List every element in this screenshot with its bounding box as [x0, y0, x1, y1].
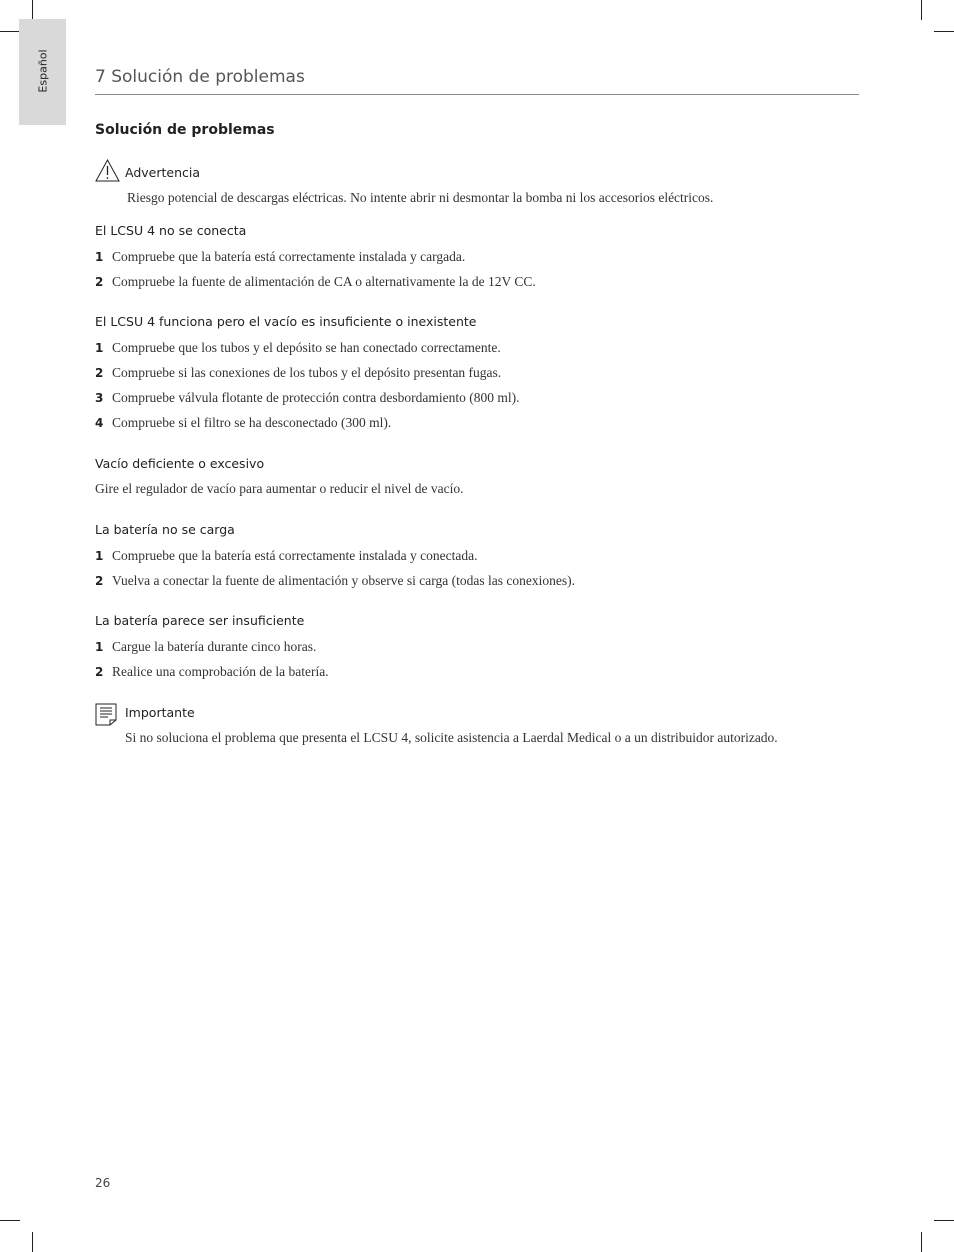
item-text: Cargue la batería durante cinco horas. — [112, 639, 317, 654]
group-paragraph: Gire el regulador de vacío para aumentar o reducir el nivel de vacío. — [95, 481, 464, 496]
item-text: Realice una comprobación de la batería. — [112, 664, 329, 679]
section-title: Solución de problemas — [95, 122, 275, 138]
item-number: 4 — [95, 416, 104, 430]
item-number: 2 — [95, 574, 104, 588]
item-text: Compruebe que la batería está correctamente instalada y conectada. — [112, 548, 478, 563]
crop-mark — [32, 0, 33, 20]
item-number: 2 — [95, 275, 104, 289]
item-number: 1 — [95, 640, 104, 654]
language-tab-label: Español — [36, 49, 49, 93]
item-number: 2 — [95, 366, 104, 380]
item-text: Vuelva a conectar la fuente de alimentación y observe si carga (todas las conexiones). — [112, 573, 575, 588]
important-label: Importante — [125, 705, 195, 720]
crop-mark — [934, 1220, 954, 1221]
important-text: Si no soluciona el problema que presenta el LCSU 4, solicite asistencia a Laerdal Medical o a un distribuidor autorizado. — [125, 730, 778, 745]
chapter-title: 7 Solución de problemas — [95, 67, 305, 87]
warning-triangle-icon — [95, 159, 120, 182]
crop-mark — [934, 31, 954, 32]
item-text: Compruebe válvula flotante de protección contra desbordamiento (800 ml). — [112, 390, 520, 405]
group-heading: Vacío deficiente o excesivo — [95, 456, 265, 471]
item-number: 1 — [95, 250, 104, 264]
item-text: Compruebe que la batería está correctamente instalada y cargada. — [112, 249, 466, 264]
list-item — [95, 273, 536, 291]
group-heading: La batería no se carga — [95, 522, 235, 537]
item-number: 2 — [95, 665, 104, 679]
item-text: Compruebe si el filtro se ha desconectado (300 ml). — [112, 415, 392, 430]
item-number: 3 — [95, 391, 104, 405]
page-number: 26 — [95, 1176, 111, 1190]
group-heading: El LCSU 4 funciona pero el vacío es insuficiente o inexistente — [95, 314, 477, 329]
warning-text: Riesgo potencial de descargas eléctricas. No intente abrir ni desmontar la bomba ni los accesorios eléctricos. — [127, 190, 714, 205]
list-item — [95, 248, 465, 266]
list-item — [95, 364, 501, 382]
note-icon — [95, 703, 117, 726]
list-item — [95, 638, 316, 656]
crop-mark — [0, 1220, 20, 1221]
list-item — [95, 663, 329, 681]
item-text: Compruebe la fuente de alimentación de CA o alternativamente la de 12V CC. — [112, 274, 536, 289]
list-item — [95, 572, 575, 590]
language-tab — [19, 19, 66, 125]
group-heading: La batería parece ser insuficiente — [95, 613, 305, 628]
list-item — [95, 547, 477, 565]
crop-mark — [921, 1232, 922, 1252]
item-number: 1 — [95, 549, 104, 563]
group-heading: El LCSU 4 no se conecta — [95, 223, 247, 238]
crop-mark — [32, 1232, 33, 1252]
list-item — [95, 339, 501, 357]
warning-label: Advertencia — [125, 165, 201, 180]
list-item — [95, 389, 520, 407]
crop-mark — [0, 31, 20, 32]
header-rule — [95, 94, 859, 95]
item-number: 1 — [95, 341, 104, 355]
item-text: Compruebe si las conexiones de los tubos y el depósito presentan fugas. — [112, 365, 502, 380]
item-text: Compruebe que los tubos y el depósito se han conectado correctamente. — [112, 340, 501, 355]
list-item — [95, 414, 391, 432]
crop-mark — [921, 0, 922, 20]
